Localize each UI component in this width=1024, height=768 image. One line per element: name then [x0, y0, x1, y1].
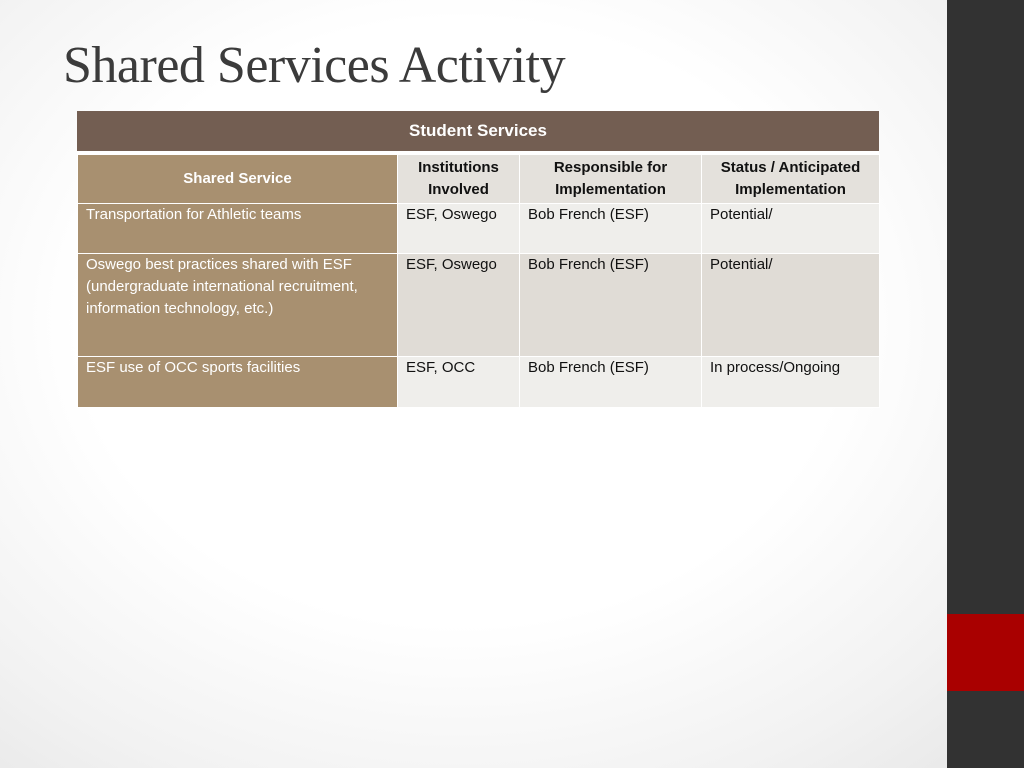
- table-row: [78, 254, 880, 357]
- cell-shared-service: ESF use of OCC sports facilities: [78, 357, 398, 408]
- cell-status: Potential/: [702, 204, 880, 254]
- column-header-status: Status / Anticipated Implementation: [702, 155, 880, 204]
- services-table-container: [77, 111, 879, 408]
- table-row: [78, 204, 880, 254]
- cell-status: Potential/: [702, 254, 880, 357]
- table-row: [78, 357, 880, 408]
- cell-institutions: ESF, Oswego: [398, 204, 520, 254]
- shared-services-table: [77, 154, 880, 408]
- column-header-responsible: Responsible for Implementation: [520, 155, 702, 204]
- table-group-header: Student Services: [77, 111, 879, 154]
- cell-shared-service: Oswego best practices shared with ESF (undergraduate international recruitment, information technology, etc.): [78, 254, 398, 357]
- cell-responsible: Bob French (ESF): [520, 357, 702, 408]
- slide-title: Shared Services Activity: [63, 37, 566, 94]
- red-accent-block: [947, 614, 1024, 691]
- column-header-shared-service: Shared Service: [78, 155, 398, 204]
- column-header-institutions: Institutions Involved: [398, 155, 520, 204]
- cell-responsible: Bob French (ESF): [520, 204, 702, 254]
- cell-institutions: ESF, Oswego: [398, 254, 520, 357]
- cell-shared-service: Transportation for Athletic teams: [78, 204, 398, 254]
- table-header-row: [78, 155, 880, 204]
- cell-status: In process/Ongoing: [702, 357, 880, 408]
- cell-responsible: Bob French (ESF): [520, 254, 702, 357]
- cell-institutions: ESF, OCC: [398, 357, 520, 408]
